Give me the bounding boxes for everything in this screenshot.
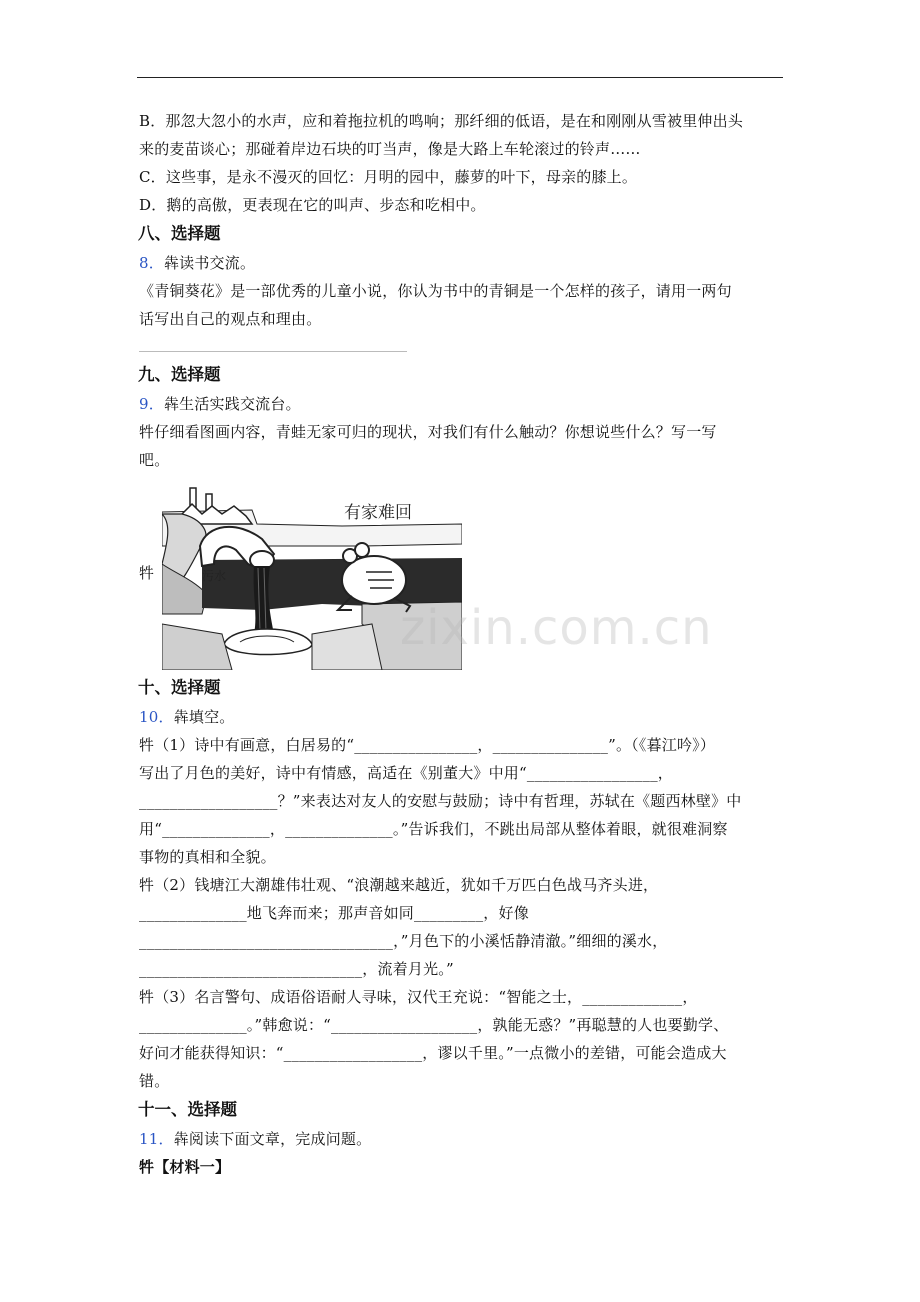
question-8-number: 8． [139, 254, 164, 272]
question-9 [139, 395, 789, 413]
question-10-line-8: _________________________________，”月色下的小溪恬静清澈。”细细的溪水， [139, 932, 668, 950]
question-10-line-9: _____________________________，流着月光。” [139, 960, 454, 978]
watermark: zixin.com.cn [400, 600, 713, 656]
question-10-line-3: __________________？”来表达对友人的安慰与鼓励；诗中有哲理，苏轼在《题西林壁》中 [139, 792, 742, 810]
question-10-line-6: 牪（2）钱塘江大潮雄伟壮观、“浪潮越来越近，犹如千万匹白色战马齐头进， [139, 876, 659, 894]
section-10-heading: 十、选择题 [138, 678, 221, 697]
question-10-line-13: 错。 [139, 1072, 170, 1090]
question-9-prompt: 犇生活实践交流台。 [163, 395, 301, 413]
question-11 [139, 1130, 789, 1148]
question-10-line-10: 牪（3）名言警句、成语俗语耐人寻味，汉代王充说：“智能之士，_____________， [139, 988, 698, 1006]
question-9-text-1: 牪仔细看图画内容，青蛙无家可归的现状，对我们有什么触动？你想说些什么？写一写 [139, 423, 717, 441]
section-11-heading: 十一、选择题 [138, 1100, 237, 1119]
section-8-heading: 八、选择题 [138, 224, 221, 243]
material-one-label: 牪【材料一】 [139, 1158, 231, 1176]
figure-caption: 有家难回 [344, 503, 412, 523]
option-d: D．鹅的高傲，更表现在它的叫声、步态和吃相中。 [139, 196, 486, 214]
question-8 [139, 254, 789, 272]
figure-prefix: 牪 [139, 564, 155, 582]
question-10-line-5: 事物的真相和全貌。 [139, 848, 276, 866]
question-10-line-7: ______________地飞奔而来；那声音如同_________，好像 [139, 904, 529, 922]
option-b-line-1: B．那忽大忽小的水声，应和着拖拉机的鸣响；那纤细的低语，是在和刚刚从雪被里伸出头 [139, 112, 744, 130]
option-c: C．这些事，是永不漫灭的回忆：月明的园中，藤萝的叶下，母亲的膝上。 [139, 168, 638, 186]
question-10-line-4: 用“______________，______________。”告诉我们，不跳出局部从整体着眼，就很难洞察 [139, 820, 728, 838]
question-8-text-1: 《青铜葵花》是一部优秀的儿童小说，你认为书中的青铜是一个怎样的孩子，请用一两句 [139, 282, 732, 300]
answer-line [139, 351, 407, 352]
question-10 [139, 708, 789, 726]
question-8-text-2: 话写出自己的观点和理由。 [139, 310, 322, 328]
question-8-prompt: 犇读书交流。 [163, 254, 256, 272]
question-11-prompt: 犇阅读下面文章，完成问题。 [173, 1130, 372, 1148]
question-11-number: 11． [139, 1130, 174, 1148]
section-9-heading: 九、选择题 [138, 365, 221, 384]
question-10-line-1: 牪（1）诗中有画意，白居易的“________________，_______________”。（《暮江吟》） [139, 736, 716, 754]
question-9-text-2: 吧。 [139, 451, 170, 469]
question-10-line-2: 写出了月色的美好，诗中有情感，高适在《别董大》中用“_________________， [139, 764, 673, 782]
question-10-number: 10． [139, 708, 174, 726]
pipe-label: 污水 [202, 569, 227, 583]
question-10-line-11: ______________。”韩愈说：“___________________，孰能无惑？”再聪慧的人也要勤学、 [139, 1016, 729, 1034]
header-rule [137, 77, 783, 78]
question-9-number: 9． [139, 395, 164, 413]
question-10-prompt: 犇填空。 [173, 708, 235, 726]
question-10-line-12: 好问才能获得知识：“__________________，谬以千里。”一点微小的差错，可能会造成大 [139, 1044, 727, 1062]
option-b-line-2: 来的麦苗谈心；那碰着岸边石块的叮当声，像是大路上车轮滚过的铃声…… [139, 140, 641, 158]
